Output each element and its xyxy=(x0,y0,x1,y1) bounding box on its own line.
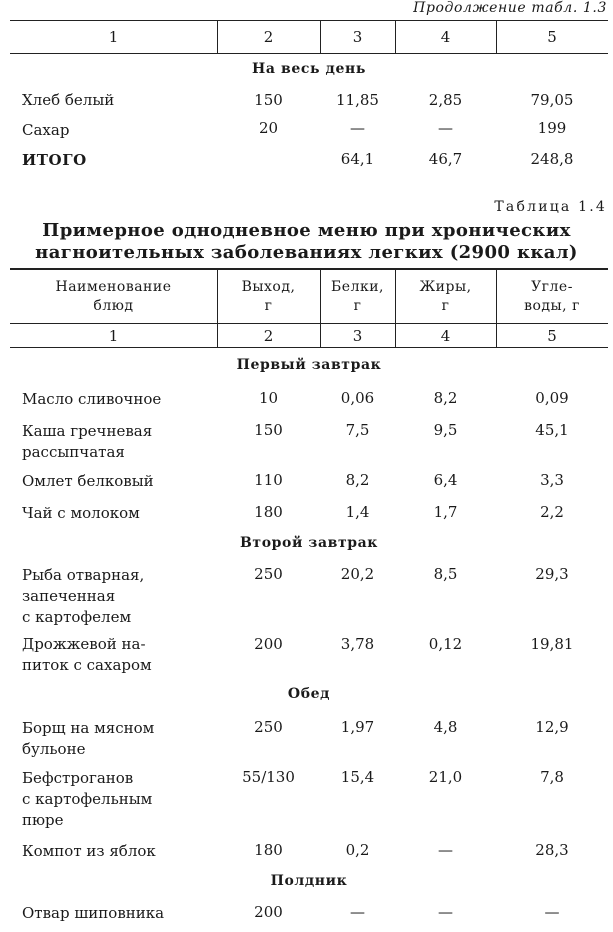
cell-yield: 180 xyxy=(254,841,283,859)
cell-fat: 6,4 xyxy=(433,471,458,489)
row-name: ИТОГО xyxy=(22,151,87,169)
rule xyxy=(10,268,608,270)
table-title: нагноительных заболеваниях легких (2900 ккал) xyxy=(35,242,578,263)
section-title: Первый завтрак xyxy=(236,357,382,373)
cell-protein: 7,5 xyxy=(345,421,370,439)
table-title: Примерное однодневное меню при хронических xyxy=(42,220,571,241)
cell-yield: 250 xyxy=(254,565,283,583)
section-title: Обед xyxy=(287,686,331,702)
cell-carbs: — xyxy=(544,903,560,921)
cell-fat: — xyxy=(438,119,453,137)
cell-carbs: 2,2 xyxy=(540,503,564,521)
continuation-title: Продолжение табл. 1.3 xyxy=(413,0,607,16)
cell-carbs: 0,09 xyxy=(535,389,569,407)
cell-protein: 15,4 xyxy=(340,768,375,786)
row-name: Чай с молоком xyxy=(22,504,140,522)
cell-carbs: 28,3 xyxy=(535,841,569,859)
cell-yield: 10 xyxy=(258,389,279,407)
cell-protein: — xyxy=(350,903,365,921)
cell-yield: 20 xyxy=(258,119,279,137)
row-name: Компот из яблок xyxy=(22,842,156,860)
col-number: 3 xyxy=(352,28,363,46)
cell-carbs: 19,81 xyxy=(530,635,574,653)
cell-protein: 3,78 xyxy=(340,635,375,653)
cell-yield: 110 xyxy=(254,471,283,489)
rule xyxy=(10,323,608,324)
rule xyxy=(10,53,608,54)
col-number: 3 xyxy=(352,327,363,345)
cell-fat: 1,7 xyxy=(433,503,458,521)
cell-carbs: 199 xyxy=(537,119,567,137)
header-dish: Наименование блюд xyxy=(55,279,172,314)
cell-fat: — xyxy=(438,903,453,921)
row-name: Бефстроганов с картофельным пюре xyxy=(22,769,153,829)
header-fat: Жиры, г xyxy=(419,279,472,314)
cell-protein: 0,06 xyxy=(340,389,375,407)
cell-yield: 200 xyxy=(254,635,283,653)
rule xyxy=(10,20,608,21)
row-name: Омлет белковый xyxy=(22,472,154,490)
row-name: Каша гречневая рассыпчатая xyxy=(22,422,153,461)
cell-yield: 200 xyxy=(254,903,283,921)
cell-fat: 46,7 xyxy=(428,150,463,168)
cell-yield: 150 xyxy=(254,421,283,439)
cell-yield: 250 xyxy=(254,718,283,736)
cell-fat: 21,0 xyxy=(428,768,463,786)
row-name: Масло сливочное xyxy=(22,390,162,408)
section-title: Второй завтрак xyxy=(239,535,378,551)
cell-fat: 8,2 xyxy=(433,389,458,407)
row-name: Хлеб белый xyxy=(22,91,115,109)
col-number: 2 xyxy=(263,327,274,345)
cell-yield: 55/130 xyxy=(242,768,295,786)
cell-carbs: 3,3 xyxy=(540,471,564,489)
col-number: 4 xyxy=(440,28,451,46)
header-yield: Выход, г xyxy=(241,279,296,314)
cell-protein: — xyxy=(350,119,365,137)
cell-protein: 64,1 xyxy=(340,150,375,168)
row-name: Борщ на мясном бульоне xyxy=(22,719,155,758)
cell-carbs: 248,8 xyxy=(530,150,574,168)
table-label: Таблица 1.4 xyxy=(494,199,607,215)
row-name: Отвар шиповника xyxy=(22,904,165,922)
col-number: 1 xyxy=(108,327,119,345)
cell-protein: 0,2 xyxy=(345,841,370,859)
cell-carbs: 12,9 xyxy=(535,718,569,736)
cell-fat: 8,5 xyxy=(433,565,458,583)
cell-fat: — xyxy=(438,841,453,859)
cell-carbs: 29,3 xyxy=(535,565,569,583)
cell-protein: 1,97 xyxy=(340,718,375,736)
col-number: 4 xyxy=(440,327,451,345)
cell-yield: 150 xyxy=(254,91,283,109)
section-title: На весь день xyxy=(252,61,366,77)
cell-protein: 20,2 xyxy=(340,565,375,583)
cell-protein: 8,2 xyxy=(345,471,370,489)
cell-protein: 1,4 xyxy=(345,503,370,521)
cell-fat: 4,8 xyxy=(433,718,458,736)
cell-carbs: 7,8 xyxy=(540,768,564,786)
cell-carbs: 45,1 xyxy=(535,421,569,439)
col-number: 2 xyxy=(263,28,274,46)
cell-fat: 2,85 xyxy=(428,91,463,109)
col-number: 5 xyxy=(547,327,557,345)
cell-fat: 9,5 xyxy=(433,421,458,439)
cell-carbs: 79,05 xyxy=(530,91,574,109)
cell-protein: 11,85 xyxy=(336,91,379,109)
col-number: 5 xyxy=(547,28,557,46)
rule xyxy=(10,347,608,348)
row-name: Сахар xyxy=(22,121,70,139)
row-name: Рыба отварная, запеченная с картофелем xyxy=(22,566,145,626)
cell-yield: 180 xyxy=(254,503,283,521)
header-protein: Белки, г xyxy=(331,279,384,314)
row-name: Дрожжевой на- питок с сахаром xyxy=(22,635,152,674)
cell-fat: 0,12 xyxy=(428,635,463,653)
header-carbs: Угле- воды, г xyxy=(524,279,580,314)
section-title: Полдник xyxy=(270,873,348,889)
col-number: 1 xyxy=(108,28,119,46)
